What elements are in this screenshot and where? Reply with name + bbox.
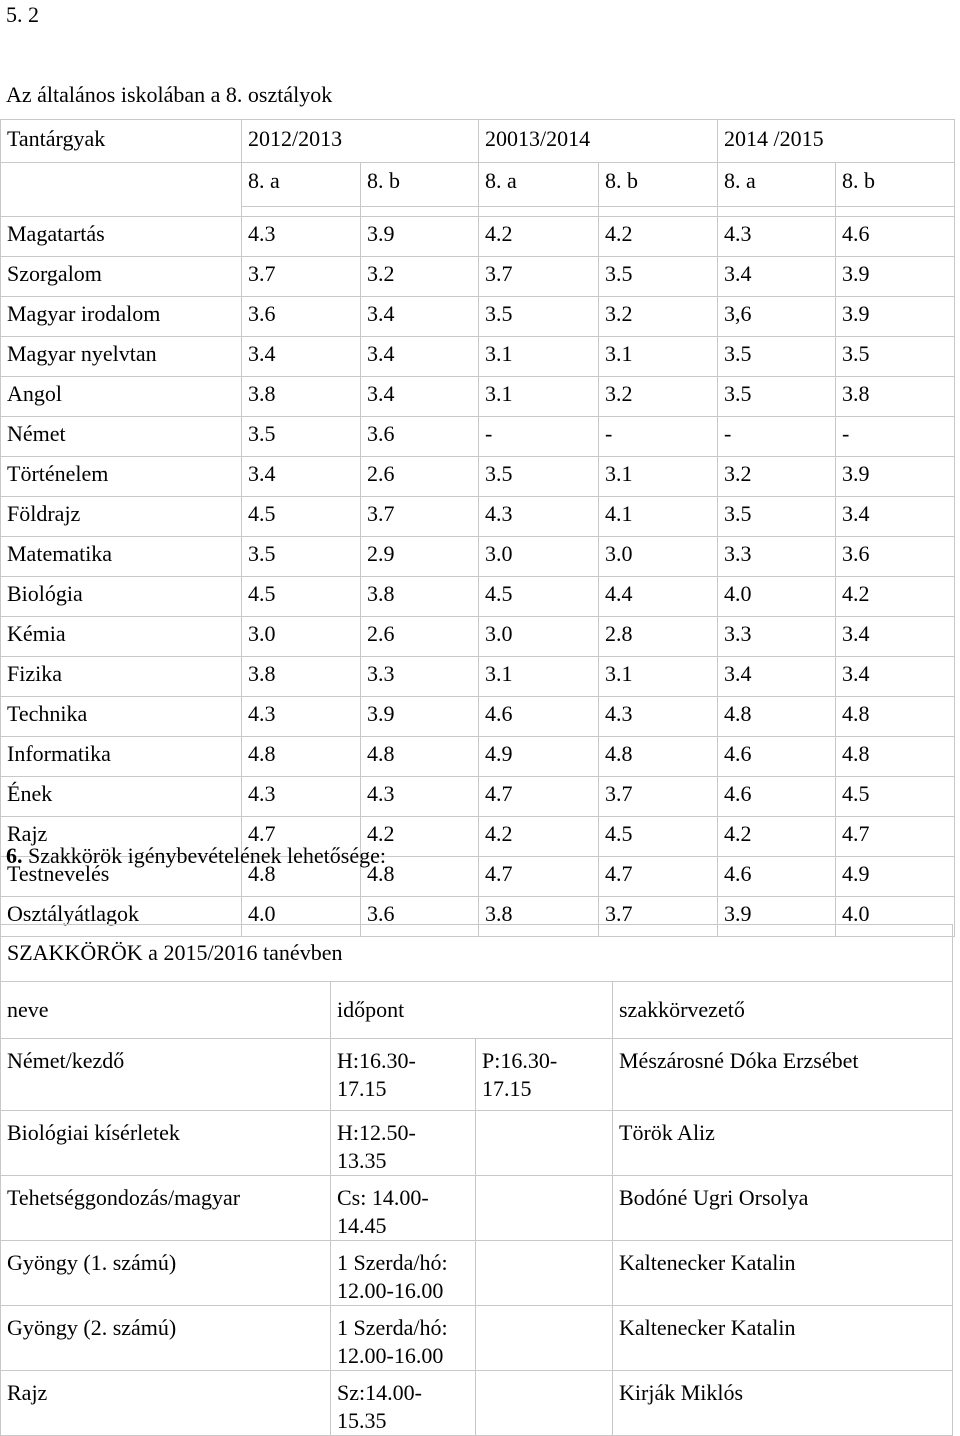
grade-cell: 4.9 bbox=[479, 737, 599, 777]
subject-cell: Osztályátlagok bbox=[1, 897, 242, 937]
grade-cell: 4.8 bbox=[599, 737, 718, 777]
club-name-cell: Rajz bbox=[1, 1371, 331, 1436]
grade-cell: 4.3 bbox=[361, 777, 479, 817]
club-time2-cell: P:16.30- 17.15 bbox=[476, 1039, 613, 1111]
grade-cell: 4.0 bbox=[836, 897, 955, 937]
grade-cell: 3.4 bbox=[836, 617, 955, 657]
club-leader-cell: Kaltenecker Katalin bbox=[613, 1241, 953, 1306]
subject-cell: Magatartás bbox=[1, 217, 242, 257]
grade-cell: 4.2 bbox=[361, 817, 479, 857]
grade-cell: 4.2 bbox=[718, 817, 836, 857]
club-name-cell: Biológiai kísérletek bbox=[1, 1111, 331, 1176]
grade-cell: 3.0 bbox=[599, 537, 718, 577]
grade-cell: 4.3 bbox=[599, 697, 718, 737]
table-row bbox=[1, 1306, 953, 1371]
subject-cell: Földrajz bbox=[1, 497, 242, 537]
grade-cell: 3.1 bbox=[479, 657, 599, 697]
club-time2-cell bbox=[476, 1371, 613, 1436]
clubs-header-name: neve bbox=[1, 982, 331, 1039]
grade-cell: 3.8 bbox=[242, 657, 361, 697]
grade-cell: 3.0 bbox=[479, 617, 599, 657]
year-header: 2014 /2015 bbox=[718, 120, 955, 163]
subject-cell: Angol bbox=[1, 377, 242, 417]
grade-cell: 3.4 bbox=[836, 497, 955, 537]
grade-cell: 4.8 bbox=[718, 697, 836, 737]
grade-cell: 3.4 bbox=[718, 257, 836, 297]
class-header: 8. b bbox=[599, 163, 718, 207]
grade-cell: 3.4 bbox=[718, 657, 836, 697]
club-time2-cell bbox=[476, 1306, 613, 1371]
grade-cell: 3.7 bbox=[479, 257, 599, 297]
clubs-title-row bbox=[1, 925, 953, 982]
grade-cell: 3.2 bbox=[718, 457, 836, 497]
grade-cell: 4.4 bbox=[599, 577, 718, 617]
grade-cell: - bbox=[836, 417, 955, 457]
subject-cell: Biológia bbox=[1, 577, 242, 617]
grade-cell: 3.5 bbox=[718, 497, 836, 537]
grade-cell: 3.8 bbox=[361, 577, 479, 617]
club-time2-cell bbox=[476, 1241, 613, 1306]
table-row bbox=[1, 257, 955, 297]
grade-cell: 3.8 bbox=[479, 897, 599, 937]
grade-cell: 4.8 bbox=[361, 857, 479, 897]
subject-cell: Magyar nyelvtan bbox=[1, 337, 242, 377]
grade-cell: 3.4 bbox=[361, 297, 479, 337]
table-row bbox=[1, 377, 955, 417]
subject-cell: Ének bbox=[1, 777, 242, 817]
club-leader-cell: Mészárosné Dóka Erzsébet bbox=[613, 1039, 953, 1111]
grade-cell: 4.5 bbox=[836, 777, 955, 817]
club-leader-cell: Kaltenecker Katalin bbox=[613, 1306, 953, 1371]
grade-cell: 3.5 bbox=[718, 337, 836, 377]
table-row bbox=[1, 697, 955, 737]
table-row bbox=[1, 737, 955, 777]
grade-cell: 3.1 bbox=[599, 657, 718, 697]
club-leader-cell: Kirják Miklós bbox=[613, 1371, 953, 1436]
grade-cell: 4.6 bbox=[836, 217, 955, 257]
grade-cell: 3.9 bbox=[361, 697, 479, 737]
club-name-cell: Német/kezdő bbox=[1, 1039, 331, 1111]
table-row bbox=[1, 1039, 953, 1111]
section6-title: Szakkörök igénybevételének lehetősége: bbox=[22, 843, 386, 868]
grade-cell: 4.6 bbox=[718, 857, 836, 897]
grade-cell: 2.6 bbox=[361, 617, 479, 657]
club-time-cell: H:12.50- 13.35 bbox=[331, 1111, 476, 1176]
grade-cell: 2.8 bbox=[599, 617, 718, 657]
grade-cell: 4.5 bbox=[242, 497, 361, 537]
grade-cell: 3.6 bbox=[361, 897, 479, 937]
grade-cell: 3.7 bbox=[599, 777, 718, 817]
subject-header: Tantárgyak bbox=[1, 120, 242, 163]
grade-cell: 3.1 bbox=[599, 457, 718, 497]
class-header: 8. b bbox=[361, 163, 479, 207]
subject-cell: Matematika bbox=[1, 537, 242, 577]
empty-cell bbox=[1, 163, 242, 207]
table-row bbox=[1, 617, 955, 657]
clubs-header-leader: szakkörvezető bbox=[613, 982, 953, 1039]
grade-cell: 3.0 bbox=[242, 617, 361, 657]
grade-cell: 4.6 bbox=[479, 697, 599, 737]
grade-cell: 4.5 bbox=[242, 577, 361, 617]
club-time-cell: Sz:14.00- 15.35 bbox=[331, 1371, 476, 1436]
table-row bbox=[1, 1176, 953, 1241]
class-header: 8. a bbox=[479, 163, 599, 207]
grade-cell: 3.9 bbox=[836, 297, 955, 337]
clubs-header-row bbox=[1, 982, 953, 1039]
grade-cell: 4.7 bbox=[599, 857, 718, 897]
grade-cell: 3.5 bbox=[718, 377, 836, 417]
grade-cell: 3.5 bbox=[479, 297, 599, 337]
table-row bbox=[1, 537, 955, 577]
grade-cell: 4.7 bbox=[242, 817, 361, 857]
grade-cell: 3.9 bbox=[361, 217, 479, 257]
grade-cell: 3.4 bbox=[836, 657, 955, 697]
grade-cell: 4.3 bbox=[242, 777, 361, 817]
table-row bbox=[1, 497, 955, 537]
grades-class-header-row bbox=[1, 163, 955, 207]
club-time-cell: H:16.30- 17.15 bbox=[331, 1039, 476, 1111]
grade-cell: 4.3 bbox=[242, 697, 361, 737]
grade-cell: 3.6 bbox=[361, 417, 479, 457]
grade-cell: 4.8 bbox=[242, 857, 361, 897]
club-name-cell: Gyöngy (2. számú) bbox=[1, 1306, 331, 1371]
club-name-cell: Gyöngy (1. számú) bbox=[1, 1241, 331, 1306]
grade-cell: 4.3 bbox=[718, 217, 836, 257]
grade-cell: 3.9 bbox=[836, 257, 955, 297]
subject-cell: Testnevelés bbox=[1, 857, 242, 897]
grade-cell: 4.6 bbox=[718, 737, 836, 777]
grades-spacer-row bbox=[1, 207, 955, 217]
grade-cell: 4.3 bbox=[479, 497, 599, 537]
grade-cell: 4.2 bbox=[599, 217, 718, 257]
table-row bbox=[1, 577, 955, 617]
club-time2-cell bbox=[476, 1111, 613, 1176]
table-row bbox=[1, 457, 955, 497]
grade-cell: 3.3 bbox=[718, 537, 836, 577]
grade-cell: 3.8 bbox=[836, 377, 955, 417]
table-row bbox=[1, 1111, 953, 1176]
grade-cell: 4.8 bbox=[361, 737, 479, 777]
subject-cell: Technika bbox=[1, 697, 242, 737]
grade-cell: 3.7 bbox=[599, 897, 718, 937]
club-leader-cell: Bodóné Ugri Orsolya bbox=[613, 1176, 953, 1241]
grade-cell: 4.0 bbox=[242, 897, 361, 937]
section6-heading bbox=[6, 845, 386, 867]
table-row bbox=[1, 1241, 953, 1306]
intro-heading: Az általános iskolában a 8. osztályok bbox=[6, 82, 333, 107]
grade-cell: 3.6 bbox=[836, 537, 955, 577]
class-header: 8. b bbox=[836, 163, 955, 207]
grade-cell: 3.1 bbox=[599, 337, 718, 377]
table-row bbox=[1, 657, 955, 697]
grade-cell: 4.5 bbox=[599, 817, 718, 857]
club-leader-cell: Török Aliz bbox=[613, 1111, 953, 1176]
table-row bbox=[1, 777, 955, 817]
grade-cell: 3.1 bbox=[479, 337, 599, 377]
club-name-cell: Tehetséggondozás/magyar bbox=[1, 1176, 331, 1241]
year-header: 20013/2014 bbox=[479, 120, 718, 163]
grade-cell: 3.5 bbox=[479, 457, 599, 497]
grade-cell: 4.0 bbox=[718, 577, 836, 617]
grade-cell: 3.4 bbox=[242, 457, 361, 497]
grade-cell: 3.5 bbox=[242, 537, 361, 577]
subject-cell: Fizika bbox=[1, 657, 242, 697]
grade-cell: 4.8 bbox=[836, 697, 955, 737]
section-number: 5. 2 bbox=[6, 2, 39, 27]
table-row bbox=[1, 217, 955, 257]
club-time2-cell bbox=[476, 1176, 613, 1241]
grade-cell: 3.2 bbox=[599, 297, 718, 337]
grade-cell: 2.6 bbox=[361, 457, 479, 497]
grades-table bbox=[0, 119, 955, 937]
club-time-cell: Cs: 14.00- 14.45 bbox=[331, 1176, 476, 1241]
grades-year-header-row bbox=[1, 120, 955, 163]
table-row bbox=[1, 1371, 953, 1436]
grade-cell: 3.9 bbox=[836, 457, 955, 497]
grade-cell: 3.1 bbox=[479, 377, 599, 417]
grade-cell: 3.6 bbox=[242, 297, 361, 337]
grade-cell: 4.2 bbox=[479, 217, 599, 257]
subject-cell: Történelem bbox=[1, 457, 242, 497]
clubs-header-time: időpont bbox=[331, 982, 613, 1039]
grade-cell: 3,6 bbox=[718, 297, 836, 337]
clubs-title: SZAKKÖRÖK a 2015/2016 tanévben bbox=[1, 925, 953, 982]
grade-cell: 4.8 bbox=[242, 737, 361, 777]
table-row bbox=[1, 337, 955, 377]
grade-cell: 3.2 bbox=[361, 257, 479, 297]
club-time-cell: 1 Szerda/hó: 12.00-16.00 bbox=[331, 1241, 476, 1306]
grade-cell: 4.7 bbox=[479, 857, 599, 897]
subject-cell: Informatika bbox=[1, 737, 242, 777]
grade-cell: 3.4 bbox=[361, 377, 479, 417]
section6-number: 6. bbox=[6, 843, 23, 868]
class-header: 8. a bbox=[718, 163, 836, 207]
grade-cell: 3.3 bbox=[718, 617, 836, 657]
grade-cell: 3.2 bbox=[599, 377, 718, 417]
subject-cell: Kémia bbox=[1, 617, 242, 657]
grade-cell: 4.8 bbox=[836, 737, 955, 777]
table-row bbox=[1, 297, 955, 337]
grade-cell: 4.2 bbox=[836, 577, 955, 617]
grade-cell: 3.4 bbox=[361, 337, 479, 377]
grade-cell: - bbox=[599, 417, 718, 457]
grade-cell: 3.0 bbox=[479, 537, 599, 577]
grade-cell: 4.7 bbox=[836, 817, 955, 857]
grade-cell: 3.3 bbox=[361, 657, 479, 697]
grade-cell: 4.9 bbox=[836, 857, 955, 897]
table-row bbox=[1, 417, 955, 457]
grade-cell: 4.3 bbox=[242, 217, 361, 257]
subject-cell: Magyar irodalom bbox=[1, 297, 242, 337]
class-header: 8. a bbox=[242, 163, 361, 207]
grade-cell: 4.2 bbox=[479, 817, 599, 857]
grade-cell: 4.6 bbox=[718, 777, 836, 817]
grade-cell: 3.4 bbox=[242, 337, 361, 377]
grade-cell: - bbox=[479, 417, 599, 457]
grade-cell: - bbox=[718, 417, 836, 457]
grade-cell: 3.5 bbox=[599, 257, 718, 297]
grade-cell: 3.8 bbox=[242, 377, 361, 417]
clubs-table bbox=[0, 924, 953, 1436]
grade-cell: 3.5 bbox=[242, 417, 361, 457]
grade-cell: 3.9 bbox=[718, 897, 836, 937]
grade-cell: 4.5 bbox=[479, 577, 599, 617]
subject-cell: Német bbox=[1, 417, 242, 457]
year-header: 2012/2013 bbox=[242, 120, 479, 163]
grade-cell: 4.7 bbox=[479, 777, 599, 817]
grade-cell: 4.1 bbox=[599, 497, 718, 537]
grade-cell: 3.7 bbox=[242, 257, 361, 297]
subject-cell: Szorgalom bbox=[1, 257, 242, 297]
grade-cell: 3.7 bbox=[361, 497, 479, 537]
club-time-cell: 1 Szerda/hó: 12.00-16.00 bbox=[331, 1306, 476, 1371]
grade-cell: 3.5 bbox=[836, 337, 955, 377]
grade-cell: 2.9 bbox=[361, 537, 479, 577]
subject-cell: Rajz bbox=[1, 817, 242, 857]
